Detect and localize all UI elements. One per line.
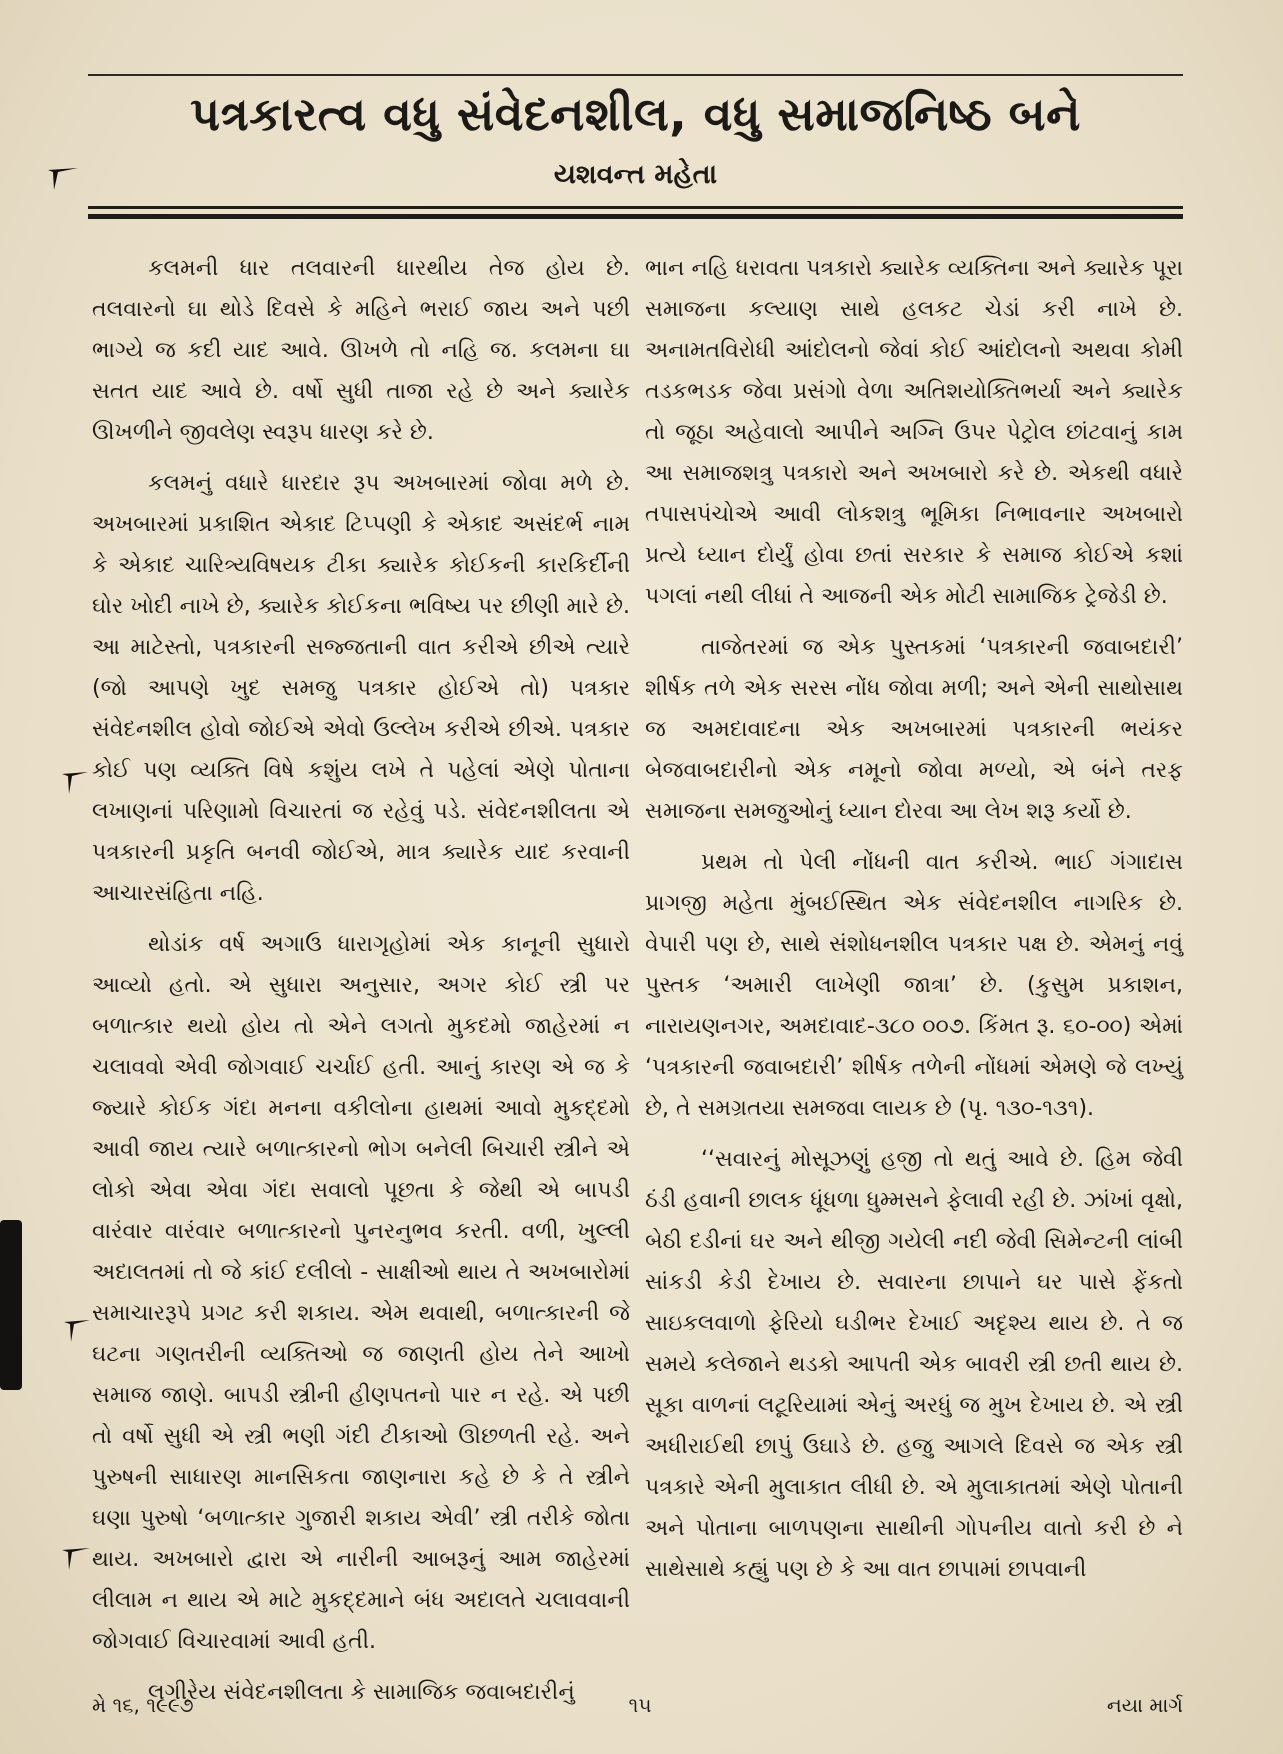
publication-name: નયા માર્ગ bbox=[1106, 1693, 1183, 1717]
title-double-rule bbox=[88, 206, 1183, 219]
left-column bbox=[92, 248, 630, 1713]
paragraph: ‘‘સવારનું મોસૂઝણું હજી તો થતું આવે છે. હિમ જેવી ઠંડી હવાની છાલક ધૂંધળા ધુમ્મસને ફેલાવી રહી છે. ઝાંખાં વૃક્ષો, બેઠી દડીનાં ઘર અને થીજી ગયેલી નદી જેવી સિમેન્ટની લાંબી સાંકડી કેડી દેખાય છે. સવારના છાપાને ઘર પાસે ફેંકતો સાઇકલવાળો ફેરિયો ઘડીભર દેખાઈ અદૃશ્ય થાય છે. તે જ સમયે કલેજાને થડકો આપતી એક બાવરી સ્ત્રી છતી થાય છે. સૂકા વાળનાં લટૂરિયામાં એનું અરધું જ મુખ દેખાય છે. એ સ્ત્રી અધીરાઈથી છાપું ઉઘાડે છે. હજુ આગલે દિવસે જ એક સ્ત્રી પત્રકારે એની મુલાકાત લીધી છે. એ મુલાકાતમાં એણે પોતાની અને પોતાના બાળપણના સાથીની ગોપનીય વાતો કરી છે ને સાથેસાથે કહ્યું પણ છે કે આ વાત છાપામાં છાપવાની bbox=[645, 1147, 1183, 1582]
article-author: યશવન્ત મહેતા bbox=[553, 159, 718, 190]
page-number: ૧૫ bbox=[628, 1693, 652, 1717]
right-column bbox=[645, 248, 1183, 1600]
article-title: પત્રકારત્વ વધુ સંવેદનશીલ, વધુ સમાજનિષ્ઠ બને bbox=[190, 87, 1081, 141]
paragraph: લગીરેય સંવેદનશીલતા કે સામાજિક જવાબદારીનું bbox=[148, 1680, 575, 1705]
top-rule bbox=[88, 74, 1183, 76]
footer-date: મે ૧૬, ૧૯૯૭ bbox=[92, 1693, 194, 1717]
margin-tack-mark-icon bbox=[62, 1300, 92, 1344]
margin-tack-mark-icon bbox=[44, 150, 80, 194]
paragraph: પ્રથમ તો પેલી નોંધની વાત કરીએ. ભાઈ ગંગાદાસ પ્રાગજી મહેતા મુંબઈસ્થિત એક સંવેદનશીલ નાગરિક છે. વેપારી પણ છે, સાથે સંશોધનશીલ પત્રકાર પક્ષ છે. એમનું નવું પુસ્તક ‘અમારી લાખેણી જાત્રા’ છે. (કુસુમ પ્રકાશન, નારાયણનગર, અમદાવાદ-૩૮૦ ૦૦૭. કિંમત રૂ. ૬૦-૦૦) એમાં ‘પત્રકારની જવાબદારી’ શીર્ષક તળેની નોંધમાં એમણે જે લખ્યું છે, તે સમગ્રતયા સમજવા લાયક છે (પૃ. ૧૩૦-૧૩૧). bbox=[645, 850, 1183, 1121]
margin-tack-mark-icon bbox=[60, 752, 90, 796]
scan-edge-shadow bbox=[0, 1220, 22, 1390]
margin-tack-mark-icon bbox=[60, 1528, 92, 1572]
paragraph: થોડાંક વર્ષ અગાઉ ધારાગૃહોમાં એક કાનૂની સુધારો આવ્યો હતો. એ સુધારા અનુસાર, અગર કોઈ સ્ત્રી પર બળાત્કાર થયો હોય તો એને લગતો મુકદમો જાહેરમાં ન ચલાવવો એવી જોગવાઈ ચર્ચાઈ હતી. આનું કારણ એ જ કે જ્યારે કોઈક ગંદા મનના વકીલોના હાથમાં આવો મુકદ્દમો આવી જાય ત્યારે બળાત્કારનો ભોગ બનેલી બિચારી સ્ત્રીને એ લોકો એવા એવા ગંદા સવાલો પૂછતા કે જેથી એ બાપડી વારંવાર વારંવાર બળાત્કારનો પુનરનુભવ કરતી. વળી, ખુલ્લી અદાલતમાં તો જે કાંઈ દલીલો - સાક્ષીઓ થાય તે અખબારોમાં સમાચારરૂપે પ્રગટ કરી શકાય. એમ થવાથી, બળાત્કારની જે ઘટના ગણતરીની વ્યક્તિઓ જ જાણતી હોય તેને આખો સમાજ જાણે. બાપડી સ્ત્રીની હીણપતનો પાર ન રહે. એ પછી તો વર્ષો સુધી એ સ્ત્રી ભણી ગંદી ટીકાઓ ઊછળતી રહે. અને પુરુષની સાધારણ માનસિકતા જાણનારા કહે છે કે તે સ્ત્રીને ઘણા પુરુષો ‘બળાત્કાર ગુજારી શકાય એવી’ સ્ત્રી તરીકે જોતા થાય. અખબારો દ્વારા એ નારીની આબરૂનું આમ જાહેરમાં લીલામ ન થાય એ માટે મુકદ્દમાને બંધ અદાલતે ચલાવવાની જોગવાઈ વિચારવામાં આવી હતી. bbox=[92, 932, 630, 1654]
paragraph: તાજેતરમાં જ એક પુસ્તકમાં ‘પત્રકારની જવાબદારી’ શીર્ષક તળે એક સરસ નોંધ જોવા મળી; અને એની સાથોસાથ જ અમદાવાદના એક અખબારમાં પત્રકારની ભયંકર બેજવાબદારીનો એક નમૂનો જોવા મળ્યો, એ બંને તરફ સમાજના સમજુઓનું ધ્યાન દોરવા આ લેખ શરૂ કર્યો છે. bbox=[645, 635, 1183, 824]
paragraph: કલમનું વધારે ધારદાર રૂપ અખબારમાં જોવા મળે છે. અખબારમાં પ્રકાશિત એકાદ ટિપ્પણી કે એકાદ અસંદર્ભ નામ કે એકાદ ચારિત્ર્યવિષયક ટીકા ક્યારેક કોઈકની કારકિર્દીની ઘોર ખોદી નાખે છે, ક્યારેક કોઈકના ભવિષ્ય પર છીણી મારે છે. આ માટેસ્તો, પત્રકારની સજ્જતાની વાત કરીએ છીએ ત્યારે (જો આપણે ખુદ સમજુ પત્રકાર હોઈએ તો) પત્રકાર સંવેદનશીલ હોવો જોઈએ એવો ઉલ્લેખ કરીએ છીએ. પત્રકાર કોઈ પણ વ્યક્તિ વિષે કશુંય લખે તે પહેલાં એણે પોતાના લખાણનાં પરિણામો વિચારતાં જ રહેવું પડે. સંવેદનશીલતા એ પત્રકારની પ્રકૃતિ બનવી જોઈએ, માત્ર ક્યારેક યાદ કરવાની આચારસંહિતા નહિ. bbox=[92, 471, 630, 906]
paragraph: ભાન નહિ ધરાવતા પત્રકારો ક્યારેક વ્યક્તિના અને ક્યારેક પૂરા સમાજના કલ્યાણ સાથે હલકટ ચેડાં કરી નાખે છે. અનામતવિરોધી આંદોલનો જેવાં કોઈ આંદોલનો અથવા કોમી તડકભડક જેવા પ્રસંગો વેળા અતિશયોક્તિભર્યા અને ક્યારેક તો જૂઠા અહેવાલો આપીને અગ્નિ ઉપર પેટ્રોલ છાંટવાનું કામ આ સમાજશત્રુ પત્રકારો અને અખબારો કરે છે. એકથી વધારે તપાસપંચોએ આવી લોકશત્રુ ભૂમિકા નિભાવનાર અખબારો પ્રત્યે ધ્યાન દોર્યું હોવા છતાં સરકાર કે સમાજ કોઈએ કશાં પગલાં નથી લીધાં તે આજની એક મોટી સામાજિક ટ્રેજેડી છે. bbox=[645, 256, 1183, 609]
paragraph: કલમની ધાર તલવારની ધારથીય તેજ હોય છે. તલવારનો ઘા થોડે દિવસે કે મહિને ભરાઈ જાય અને પછી ભાગ્યે જ કદી યાદ આવે. ઊખળે તો નહિ જ. કલમના ઘા સતત યાદ આવે છે. વર્ષો સુધી તાજા રહે છે અને ક્યારેક ઊખળીને જીવલેણ સ્વરૂપ ધારણ કરે છે. bbox=[92, 256, 630, 445]
